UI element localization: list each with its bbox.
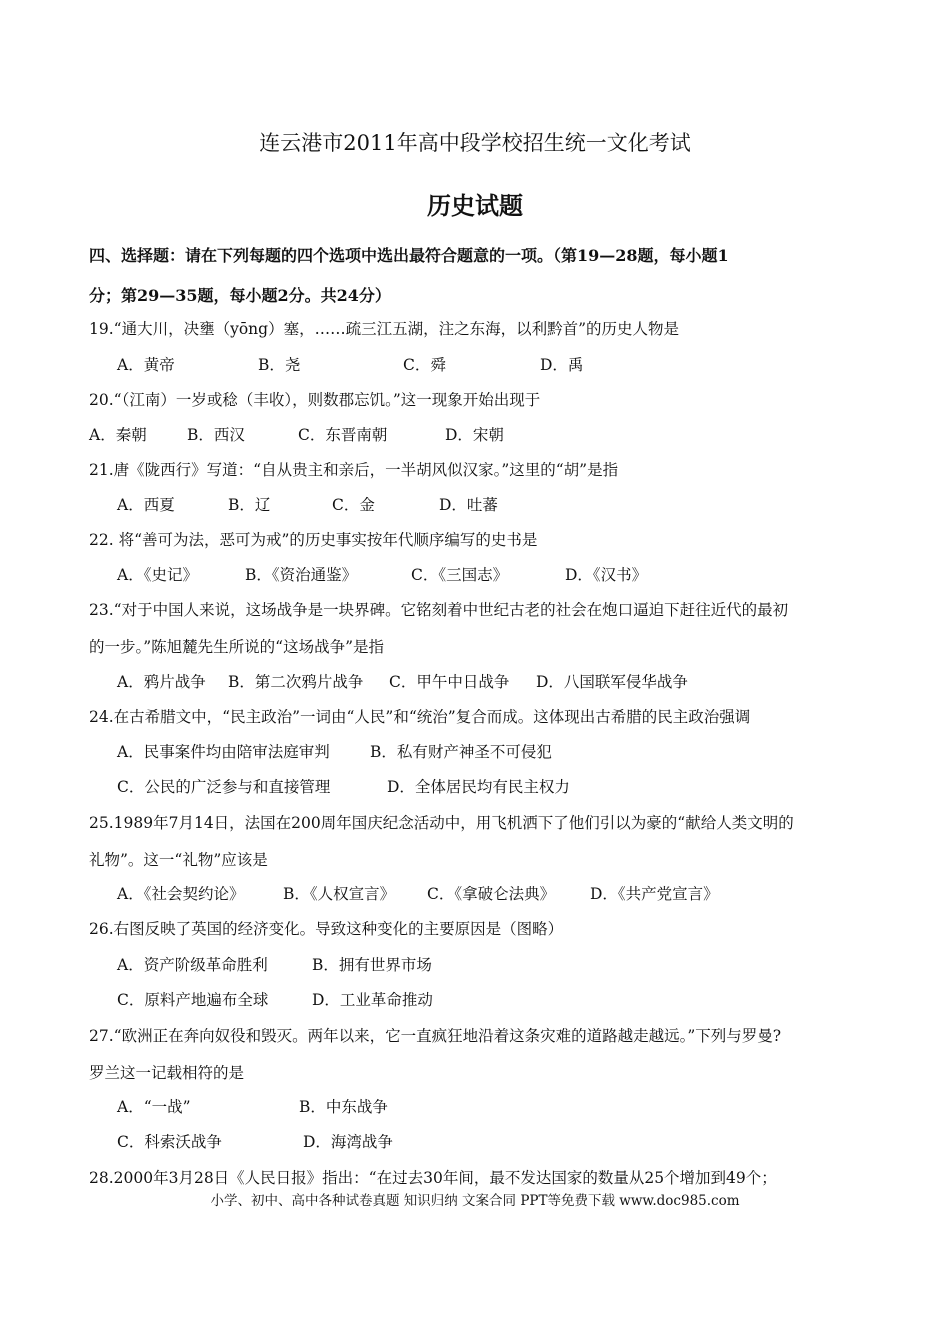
question-27-option-a: A．“一战” <box>117 1098 191 1116</box>
question-22-stem: 22. 将“善可为法，恶可为戒”的历史事实按年代顺序编写的史书是 <box>89 531 538 549</box>
question-24-option-b: B．私有财产神圣不可侵犯 <box>370 743 552 761</box>
section-instruction-line2: 分；第29—35题，每小题2分。共24分） <box>89 286 391 305</box>
question-26-option-a: A．资产阶级革命胜利 <box>117 956 268 974</box>
question-21-option-c: C．金 <box>332 496 375 514</box>
question-24-option-c: C．公民的广泛参与和直接管理 <box>117 778 331 796</box>
exam-title: 连云港市2011年高中段学校招生统一文化考试 <box>259 131 691 155</box>
question-19-stem: 19.“通大川，决壅（yōng）塞，……疏三江五湖，注之东海，以利黔首”的历史人物是 <box>89 320 679 338</box>
question-26-stem: 26.右图反映了英国的经济变化。导致这种变化的主要原因是（图略） <box>89 920 564 938</box>
question-26-option-d: D．工业革命推动 <box>312 991 433 1009</box>
question-20-options <box>89 425 504 445</box>
question-24-stem: 24.在古希腊文中，“民主政治”一词由“人民”和“统治”复合而成。这体现出古希腊的民主政治强调 <box>89 708 751 726</box>
question-20-stem: 20.“（江南）一岁或稔（丰收），则数郡忘饥。”这一现象开始出现于 <box>89 391 541 409</box>
question-27-stem-line2: 罗兰这一记载相符的是 <box>89 1064 245 1082</box>
subject-title: 历史试题 <box>427 192 523 220</box>
page-footer: 小学、初中、高中各种试卷真题 知识归纳 文案合同 PPT等免费下载 www.doc985.com <box>210 1193 740 1209</box>
question-27-options-row1 <box>117 1097 388 1117</box>
question-22-options <box>117 565 647 585</box>
question-25-option-c: C．《拿破仑法典》 <box>427 885 556 903</box>
question-22-option-a: A．《史记》 <box>117 566 198 584</box>
question-24-options-row1 <box>117 742 552 762</box>
question-21-stem: 21.唐《陇西行》写道：“自从贵主和亲后，一半胡风似汉家。”这里的“胡”是指 <box>89 461 619 479</box>
question-19-option-c: C．舜 <box>403 356 446 374</box>
question-26-options-row2 <box>117 990 433 1010</box>
question-24-option-a: A．民事案件均由陪审法庭审判 <box>117 743 330 761</box>
question-23-option-a: A．鸦片战争 <box>117 673 206 691</box>
question-26-options-row1 <box>117 955 432 975</box>
question-19-option-a: A．黄帝 <box>117 356 175 374</box>
question-20-option-b: B．西汉 <box>187 426 245 444</box>
question-25-option-d: D．《共产党宣言》 <box>590 885 719 903</box>
question-25-options <box>117 884 719 904</box>
question-27-stem-line1: 27.“欧洲正在奔向奴役和毁灭。两年以来，它一直疯狂地沿着这条灾难的道路越走越远。”下列与罗曼? <box>89 1027 782 1045</box>
question-27-options-row2 <box>117 1132 393 1152</box>
question-19-option-b: B．尧 <box>258 356 301 374</box>
question-25-option-b: B．《人权宣言》 <box>283 885 396 903</box>
question-20-option-d: D．宋朝 <box>445 426 504 444</box>
question-25-stem-line1: 25.1989年7月14日，法国在200周年国庆纪念活动中，用飞机洒下了他们引以为豪的“献给人类文明的 <box>89 814 794 832</box>
question-22-option-d: D．《汉书》 <box>565 566 648 584</box>
section-instruction-line1: 四、选择题：请在下列每题的四个选项中选出最符合题意的一项。（第19—28题，每小题1 <box>89 246 729 265</box>
question-20-option-c: C．东晋南朝 <box>298 426 388 444</box>
question-27-option-c: C．科索沃战争 <box>117 1133 222 1151</box>
question-24-options-row2 <box>117 777 570 797</box>
question-21-option-d: D．吐蕃 <box>439 496 498 514</box>
question-26-option-c: C．原料产地遍布全球 <box>117 991 269 1009</box>
question-26-option-b: B．拥有世界市场 <box>312 956 432 974</box>
question-25-stem-line2: 礼物”。这一“礼物”应该是 <box>89 851 268 869</box>
question-23-stem-line2: 的一步。”陈旭麓先生所说的“这场战争”是指 <box>89 638 385 656</box>
question-23-options <box>117 672 688 692</box>
question-22-option-b: B．《资治通鉴》 <box>245 566 358 584</box>
question-19-options <box>117 355 583 375</box>
question-21-option-b: B．辽 <box>228 496 271 514</box>
question-21-option-a: A．西夏 <box>117 496 175 514</box>
question-23-stem-line1: 23.“对于中国人来说，这场战争是一块界碑。它铭刻着中世纪古老的社会在炮口逼迫下赶往近代的最初 <box>89 601 789 619</box>
question-22-option-c: C．《三国志》 <box>411 566 509 584</box>
question-21-options <box>117 495 498 515</box>
question-23-option-d: D．八国联军侵华战争 <box>536 673 688 691</box>
question-28-stem: 28.2000年3月28日《人民日报》指出：“在过去30年间，最不发达国家的数量从25个增加到49个； <box>89 1169 777 1187</box>
question-23-option-b: B．第二次鸦片战争 <box>228 673 364 691</box>
question-20-option-a: A．秦朝 <box>89 426 147 444</box>
question-25-option-a: A．《社会契约论》 <box>117 885 245 903</box>
question-27-option-b: B．中东战争 <box>299 1098 388 1116</box>
question-19-option-d: D．禹 <box>540 356 584 374</box>
question-24-option-d: D．全体居民均有民主权力 <box>387 778 570 796</box>
question-27-option-d: D．海湾战争 <box>303 1133 393 1151</box>
question-23-option-c: C．甲午中日战争 <box>389 673 510 691</box>
